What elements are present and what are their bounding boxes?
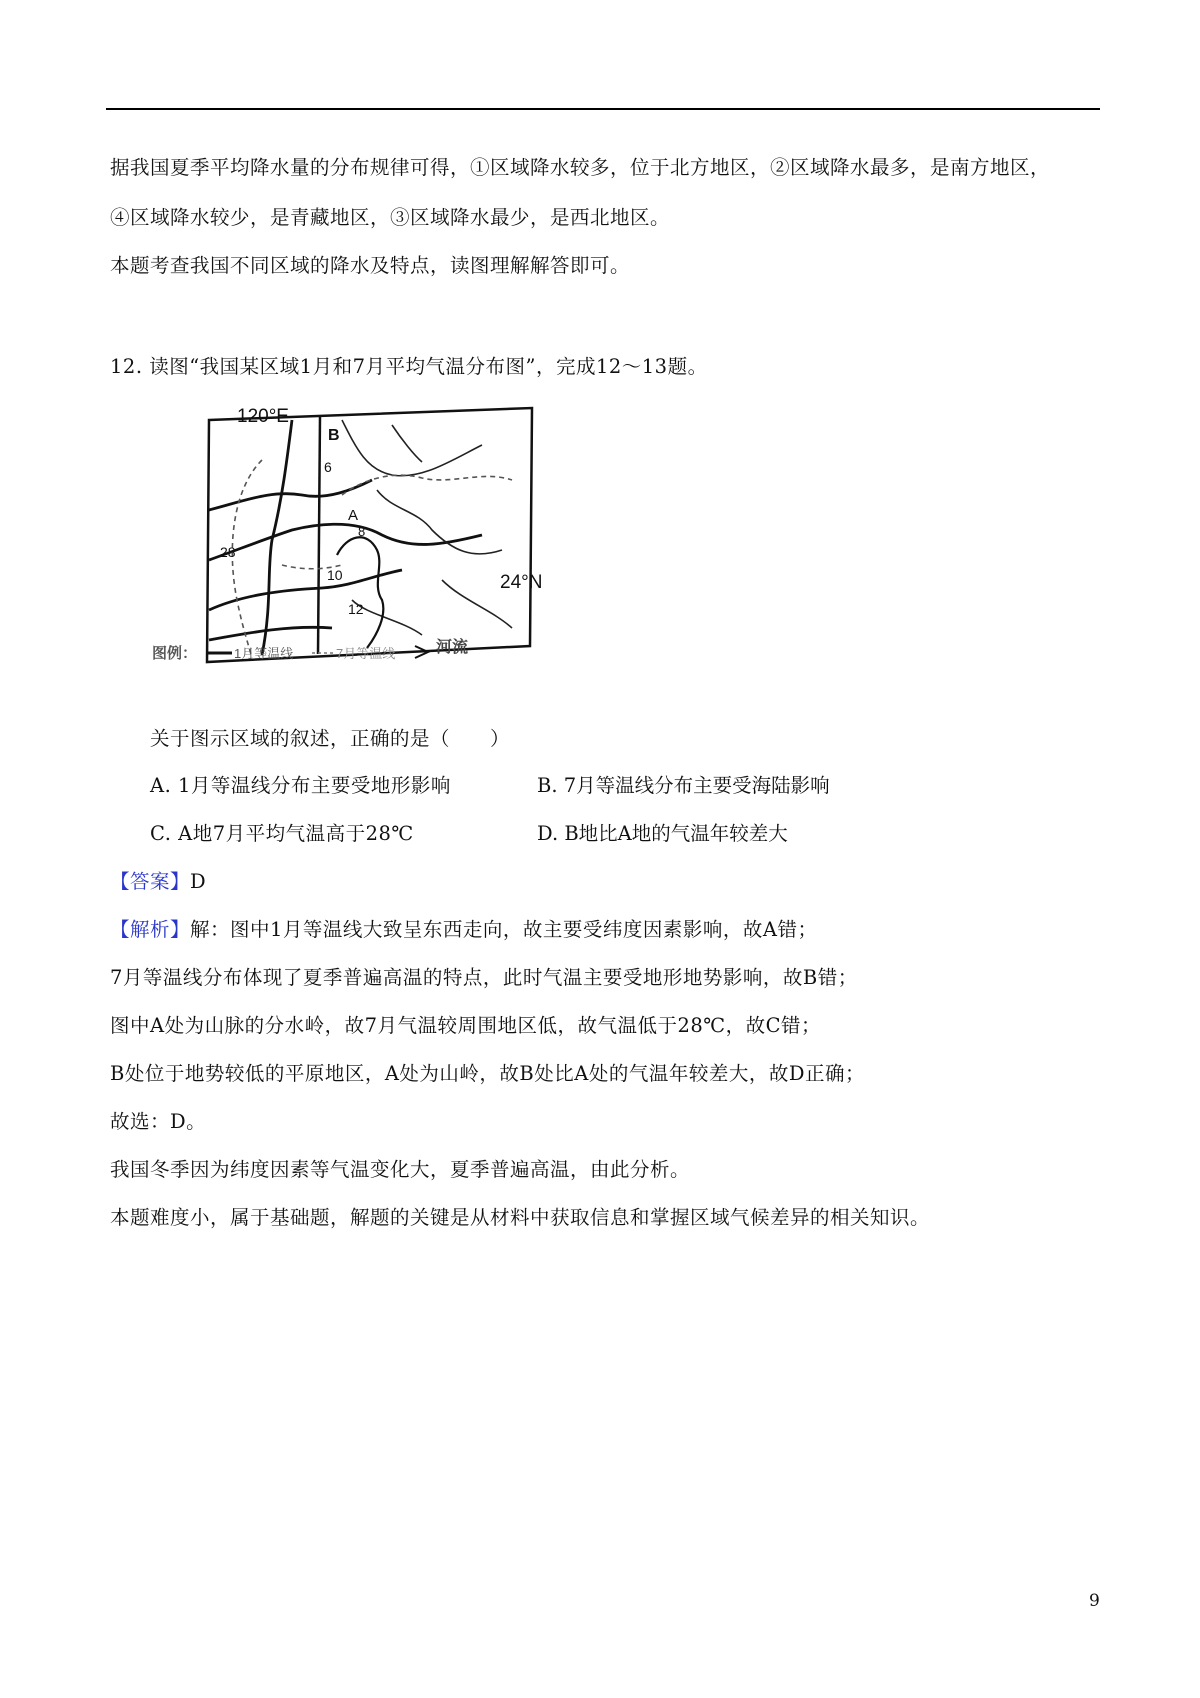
- answer-tag: 【答案】: [110, 870, 191, 893]
- question-stem: 12. 读图“我国某区域1月和7月平均气温分布图”，完成12～13题。: [110, 355, 708, 378]
- coastline: [337, 537, 383, 648]
- page-number: 9: [1089, 1591, 1100, 1611]
- legend-jan-label: 1月等温线: [234, 646, 294, 661]
- option-a: A. 1月等温线分布主要受地形影响: [150, 774, 451, 797]
- analysis-line-6: 我国冬季因为纬度因素等气温变化大，夏季普遍高温，由此分析。: [110, 1158, 691, 1181]
- temperature-map-figure: [152, 400, 577, 695]
- sub-question: 关于图示区域的叙述，正确的是（ ）: [150, 727, 511, 750]
- analysis-line-1: [110, 914, 818, 942]
- analysis-tag: 【解析】: [110, 918, 191, 941]
- meridian-line: [318, 416, 320, 654]
- map-legend: [152, 637, 468, 662]
- longitude-label: 120°E: [237, 406, 289, 427]
- analysis-line-3: 图中A处为山脉的分水岭，故7月气温较周围地区低，故气温低于28℃，故C错；: [110, 1014, 822, 1037]
- isotherm-6-label: 6: [324, 459, 332, 475]
- analysis-line-4: B处位于地势较低的平原地区，A处为山岭，故B处比A处的气温年较差大，故D正确；: [110, 1062, 865, 1085]
- isotherm-12-label: 12: [348, 601, 364, 617]
- legend-jul-label: 7月等温线: [336, 646, 396, 661]
- legend-prefix: 图例：: [152, 645, 198, 662]
- option-b: B. 7月等温线分布主要受海陆影响: [537, 774, 830, 797]
- isotherm-28-label: 28: [220, 544, 236, 560]
- analysis-line-7: 本题难度小，属于基础题，解题的关键是从材料中获取信息和掌握区域气候差异的相关知识。: [110, 1206, 931, 1229]
- prev-explanation-line-1: 据我国夏季平均降水量的分布规律可得，①区域降水较多，位于北方地区，②区域降水最多，是南方地区，: [110, 156, 1051, 179]
- answer-value: D: [190, 870, 207, 893]
- prev-explanation-line-2: ④区域降水较少，是青藏地区，③区域降水最少，是西北地区。: [110, 206, 671, 229]
- answer-line: [110, 866, 206, 894]
- map-frame: [207, 408, 532, 662]
- isotherm-8-label: 8: [358, 524, 366, 539]
- analysis-line-2: 7月等温线分布体现了夏季普遍高温的特点，此时气温主要受地形地势影响，故B错；: [110, 966, 858, 989]
- header-rule: [106, 108, 1100, 110]
- option-c: C. A地7月平均气温高于28℃: [150, 822, 414, 845]
- point-b-label: B: [328, 427, 340, 444]
- isotherm-10-label: 10: [327, 567, 343, 583]
- legend-river-label: 河流: [436, 639, 469, 656]
- point-a-label: A: [348, 507, 359, 524]
- latitude-label: 24°N: [500, 572, 543, 593]
- prev-summary-line: 本题考查我国不同区域的降水及特点，读图理解解答即可。: [110, 254, 631, 277]
- option-d: D. B地比A地的气温年较差大: [537, 822, 788, 845]
- analysis-text-1: 解：图中1月等温线大致呈东西走向，故主要受纬度因素影响，故A错；: [190, 918, 818, 941]
- analysis-line-5: 故选：D。: [110, 1110, 207, 1133]
